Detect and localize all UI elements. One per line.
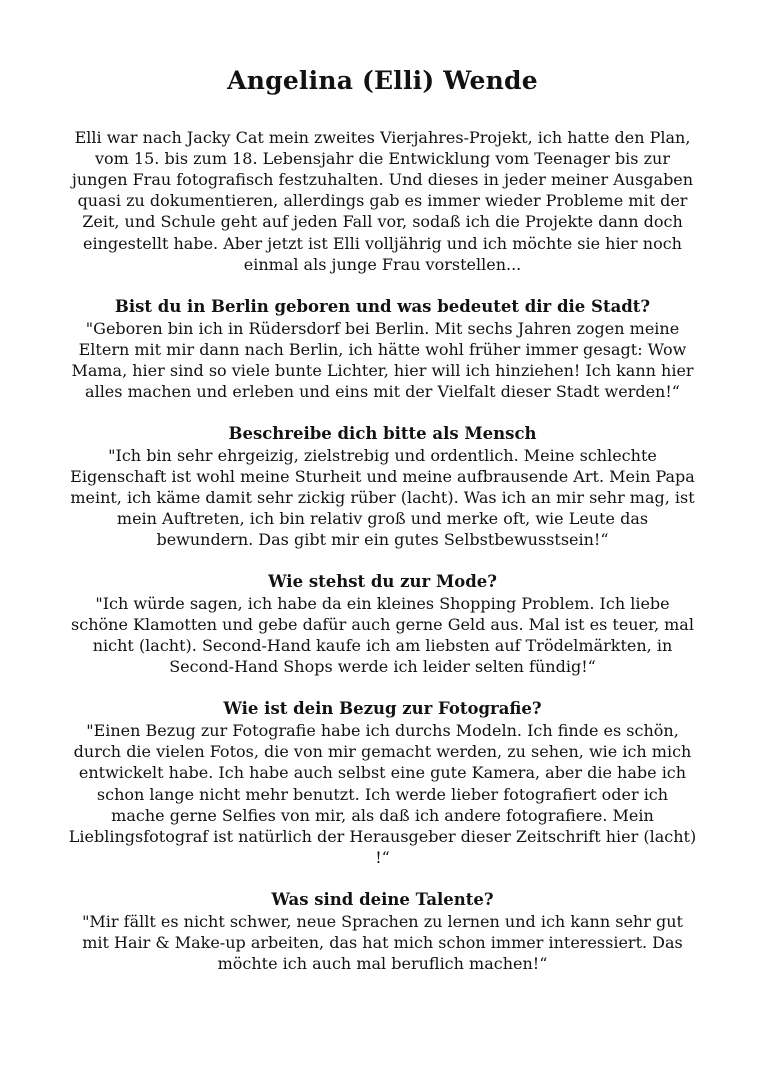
qa-section-fotografie: [68, 698, 697, 868]
question-heading: Was sind deine Talente?: [271, 890, 494, 910]
question-heading: Wie ist dein Bezug zur Fotografie?: [223, 699, 542, 719]
qa-section-mode: [68, 571, 697, 677]
qa-section-berlin: [68, 296, 697, 402]
intro-paragraph: Elli war nach Jacky Cat mein zweites Vierjahres-Projekt, ich hatte den Plan, vom 15. bis zum 18. Lebensjahr die Entwicklung vom Teenager bis zur jungen Frau fotografisch festzuhalten. Und dieses in jeder meiner Ausgaben quasi zu dokumentieren, allerdings gab es immer wieder Probleme mit der Zeit, und Schule geht auf jeden Fall vor, sodaß ich die Projekte dann doch eingestellt habe. Aber jetzt ist Elli volljährig und ich möchte sie hier noch einmal als junge Frau vorstellen...: [71, 128, 694, 274]
qa-section-mensch: [68, 423, 697, 550]
answer-paragraph: "Ich bin sehr ehrgeizig, zielstrebig und ordentlich. Meine schlechte Eigenschaft ist wohl meine Sturheit und meine aufbrausende Art. Mein Papa meint, ich käme damit sehr zickig rüber (lacht). Was ich an mir sehr mag, ist mein Auftreten, ich bin relativ groß und merke oft, wie Leute das bewundern. Das gibt mir ein gutes Selbstbewusstsein!“: [70, 445, 695, 550]
answer-paragraph: "Einen Bezug zur Fotografie habe ich durchs Modeln. Ich finde es schön, durch die vielen Fotos, die von mir gemacht werden, zu sehen, wie ich mich entwickelt habe. Ich habe auch selbst eine gute Kamera, aber die habe ich schon lange nicht mehr benutzt. Ich werde lieber fotografiert oder ich mache gerne Selfies von mir, als daß ich andere fotografiere. Mein Lieblingsfotograf ist natürlich der Herausgeber dieser Zeitschrift hier (lacht) !“: [68, 721, 697, 867]
answer-paragraph: "Ich würde sagen, ich habe da ein kleines Shopping Problem. Ich liebe schöne Klamotten und gebe dafür auch gerne Geld aus. Mal ist es teuer, mal nicht (lacht). Second-Hand kaufe ich am liebsten auf Trödelmärkten, in Second-Hand Shops werde ich leider selten fündig!“: [71, 594, 694, 677]
question-heading: Bist du in Berlin geboren und was bedeutet dir die Stadt?: [114, 296, 651, 316]
question-heading: Wie stehst du zur Mode?: [268, 572, 497, 592]
answer-paragraph: "Mir fällt es nicht schwer, neue Sprachen zu lernen und ich kann sehr gut mit Hair & Make-up arbeiten, das hat mich schon immer interessiert. Das möchte ich auch mal beruflich machen!“: [82, 911, 683, 973]
question-heading: Beschreibe dich bitte als Mensch: [228, 423, 537, 443]
qa-section-talente: [68, 889, 697, 974]
answer-paragraph: "Geboren bin ich in Rüdersdorf bei Berlin. Mit sechs Jahren zogen meine Eltern mit mir dann nach Berlin, ich hätte wohl früher immer gesagt: Wow Mama, hier sind so viele bunte Lichter, hier will ich hinziehen! Ich kann hier alles machen und erleben und eins mit der Vielfalt dieser Stadt werden!“: [71, 318, 694, 401]
page-title: Angelina (Elli) Wende: [227, 66, 538, 95]
